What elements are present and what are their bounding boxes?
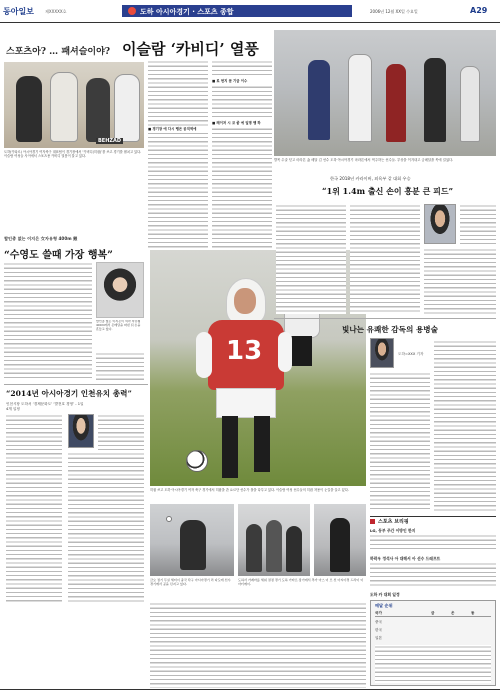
- jersey-white-sleeve-right: [278, 332, 292, 372]
- right-mid-headline: 빛나는 유쾌한 감독의 용병술: [342, 325, 438, 334]
- left-sub-body-1: [6, 414, 62, 604]
- medal-header-bronze: 동: [471, 611, 475, 615]
- runner-4: [424, 58, 446, 142]
- medal-header-silver: 은: [451, 611, 455, 615]
- lead-headline: 이슬람 ‘카비디’ 열풍: [122, 40, 259, 58]
- runner-portrait: [424, 204, 456, 244]
- player-shorts: [216, 388, 276, 418]
- section-banner-label: 도하 아시아경기 · 스포츠 종합: [140, 8, 234, 16]
- action-photo-caption: 도하서 카레마를 세워 결정 경기 도하 카타르 장기에서 추가 아스 이 모 선 아시아경 드라이 이아티에이.: [238, 578, 364, 586]
- jersey-white-sleeve: [196, 332, 212, 378]
- ball-icon: [166, 516, 172, 522]
- player-face: [234, 288, 256, 314]
- medal-table-title: 메달 순위: [375, 603, 393, 608]
- runner-2: [348, 54, 372, 142]
- soccer-ball-icon: [186, 450, 208, 472]
- table-tennis-photo: [150, 504, 234, 576]
- athlete-silhouette: [330, 518, 350, 572]
- lead-bullet-3: [212, 120, 272, 126]
- left-story-body-1: [4, 262, 92, 380]
- person-silhouette-2: [266, 520, 282, 572]
- medal-row: [375, 628, 491, 634]
- medal-row-country: 한국: [375, 628, 382, 632]
- page-bottom-rule: [0, 689, 500, 690]
- person-silhouette-1: [246, 524, 262, 572]
- lead-bullet-2-label: ■ 로 현지 문 기금 이수: [212, 79, 248, 83]
- left-sub-body-2: [68, 452, 144, 604]
- brief-box-title: 스포츠 브리핑: [378, 519, 409, 525]
- brief-item-2: 하락우 정석사 아 대해서 아 선수 드래프트: [370, 556, 441, 561]
- lead-bottom-caption: 히잡 쓰고 도하 아시아경기 여자 축구 경기에서 히잡을 쓴 요르단 선수가 볼을 다투고 있다. 이슬람 여성 선수들의 히잡 착용이 눈길을 끌고 있다.: [150, 488, 349, 492]
- banner-logo-icon: [128, 7, 136, 15]
- issue-number: 제XXXXX호: [45, 9, 67, 14]
- masthead-rule: [0, 22, 500, 23]
- right-top-body-3: [460, 204, 496, 244]
- person-silhouette-3: [286, 526, 302, 572]
- lead-bottom-body: [150, 602, 366, 688]
- page-number: A29: [470, 6, 488, 15]
- coach-portrait: [370, 338, 394, 368]
- section-banner: [122, 5, 352, 17]
- lead-body-col-2: [212, 60, 272, 250]
- athlete-figure-2: [50, 72, 78, 142]
- paper-name: 동아일보: [3, 6, 34, 16]
- brief-item-3: 도하 카 대회 일정: [370, 592, 400, 597]
- masthead: [0, 0, 500, 26]
- action-photo: [314, 504, 366, 576]
- left-sub-body-3: [98, 414, 144, 450]
- left-sub-kicker: 인천시장 도하서 ‘경제문화도’ ‘발전호 경영’ - 1일 4개 일정: [6, 402, 84, 411]
- brief-item-1-body: [370, 534, 496, 552]
- medal-row-country: 일본: [375, 636, 382, 640]
- medal-table: [370, 600, 496, 686]
- lead-body-col-1: [148, 60, 208, 250]
- background-player-legs: [290, 336, 312, 366]
- left-sub-heading: “2014년 아시아경기 인천유치 총력”: [6, 389, 132, 398]
- lead-bullet-1: [148, 126, 208, 132]
- runner-5: [460, 66, 480, 142]
- athlete-figure-3: [86, 78, 110, 142]
- lead-kicker: 스포츠아? … 패셔슬이야?: [6, 47, 111, 57]
- brief-icon: [370, 519, 375, 524]
- medal-row: [375, 636, 491, 642]
- lead-photo-caption: 도하(카타르) 아시아경기 여자축구 대표팀이 경기장에서 ‘카비디(히잡)’를 쓰고 경기를 펼치고 있다. 이슬람 여성들 사이에서 스포츠용 카비디 열풍이 불고 있다.: [4, 150, 142, 159]
- medal-row-country: 중국: [375, 620, 382, 624]
- swimmer-photo: [96, 262, 144, 318]
- player-silhouette-1: [180, 520, 206, 570]
- brief-box-header: [370, 516, 496, 524]
- medal-table-header-row: [375, 611, 491, 617]
- right-mid-byline: 도하=XXX 기자: [398, 352, 424, 356]
- jersey-name-banner: BEHZAD: [98, 138, 122, 144]
- lead-bullet-3-label: ■ 레이저 시 코 좋 에 일명 땡 하: [212, 121, 261, 125]
- right-mid-body-2: [434, 340, 496, 512]
- table-tennis-caption: 금요 점기 무실 세터이 중국 탁구 아시아경기 리 다도에 선수 경기에서 공을 던지고 있다.: [150, 578, 231, 586]
- right-top-body-2: [350, 204, 420, 314]
- athlete-figure-4: [114, 74, 140, 142]
- issue-date: 2006년 12월 XX일 수요일: [370, 9, 418, 14]
- lead-story-heading: [0, 26, 270, 60]
- marathon-photo: [274, 30, 496, 156]
- brief-item-1: LG, 동부 주간 이방인 한지: [370, 528, 416, 533]
- left-story-body-2: [96, 352, 144, 380]
- medal-table-body: [375, 645, 491, 683]
- medal-header-country: 국가: [375, 611, 382, 615]
- lead-photo-athletes: [4, 62, 144, 148]
- left-story-headline: “수영도 쓸때 가장 행복”: [4, 250, 113, 261]
- athlete-figure-1: [16, 76, 42, 142]
- right-top-body-1: [276, 204, 346, 314]
- ceremony-photo: [238, 504, 310, 576]
- right-top-kicker: 한국 2018년 카라이버, 외육부 같 대회 우승: [330, 176, 411, 181]
- right-top-headline: “1위 1.4m 출신 손이 흥분 큰 피드”: [322, 186, 454, 196]
- player-leg-left: [222, 416, 238, 478]
- right-top-body-4: [424, 248, 496, 314]
- medal-row: [375, 620, 491, 626]
- medal-header-gold: 금: [431, 611, 435, 615]
- left-story-kicker: 할인총 없는 이지은 女자유형 400m 銀: [4, 236, 78, 241]
- left-sub-divider: [4, 384, 148, 385]
- lead-bullet-1-label: ■ 경기장 에 다시 땡은 공직역에: [148, 127, 197, 131]
- runner-3: [386, 64, 406, 142]
- swimmer-photo-caption: 할인총 없는 이지은이 여자 자유형 400m에서 은메달을 따낸 뒤 손을 흔들고 있다.: [96, 320, 141, 331]
- right-mid-body-1: [370, 372, 430, 512]
- runner-1: [308, 60, 330, 140]
- right-mid-divider: [274, 318, 496, 319]
- brief-item-2-body: [370, 562, 496, 588]
- marathon-photo-caption: 발목 수술 딛고 마라톤 金 메달 김 선수 도하 아시아경기 마라톤에서 역주하는 선수들. 부상을 이겨내고 금메달을 목에 걸었다.: [274, 158, 454, 162]
- jersey-number: 13: [226, 336, 263, 366]
- brief-box: [370, 516, 496, 688]
- player-leg-right: [254, 416, 270, 472]
- lead-bullet-2: [212, 78, 272, 84]
- mayor-portrait: [68, 414, 94, 448]
